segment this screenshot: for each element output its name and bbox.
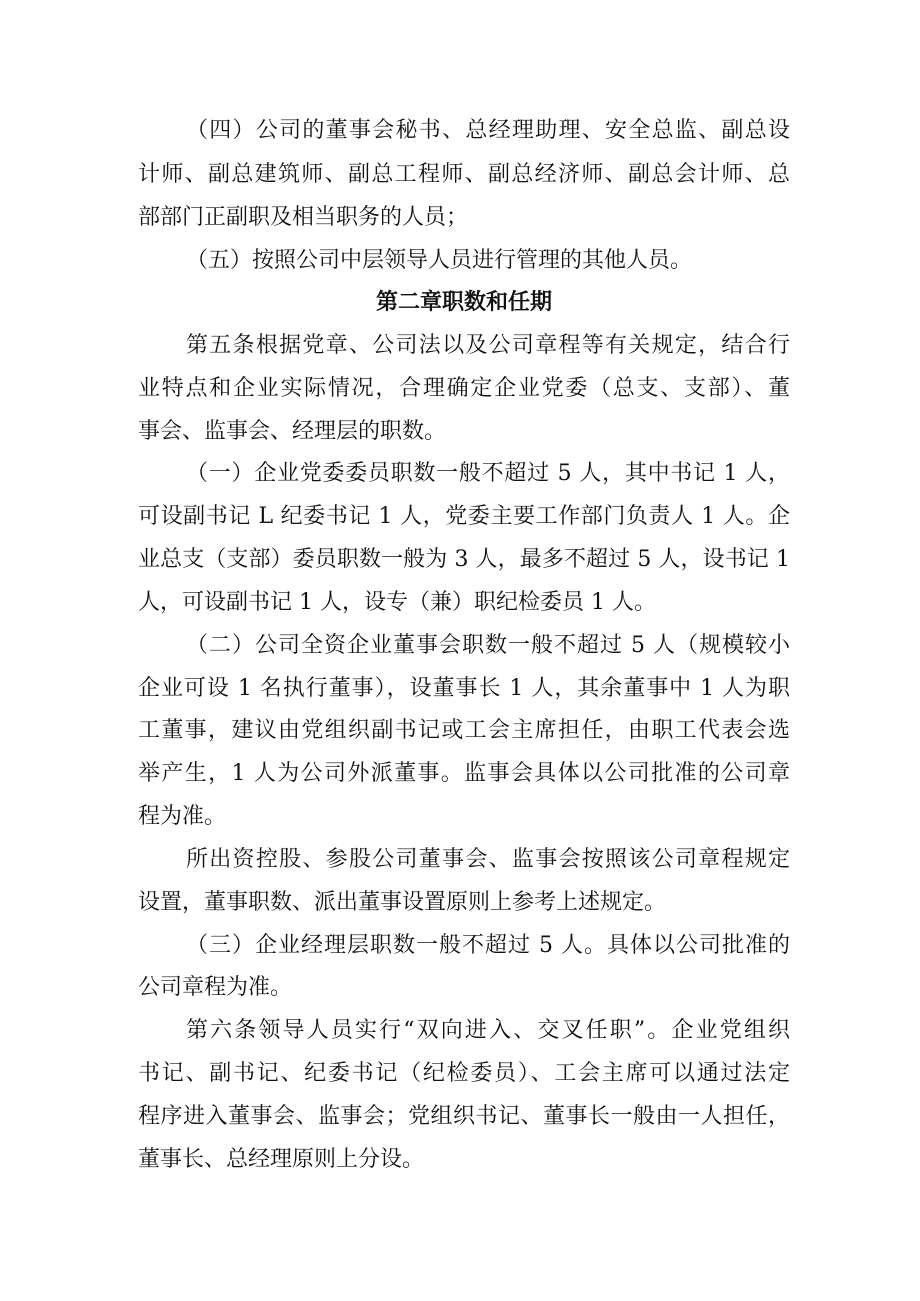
item-4-line-3: 部部门正副职及相当职务的人员； <box>138 205 469 230</box>
article-5-item-1-line-3: 业总支（支部）委员职数一般为 3 人，最多不超过 5 人，设书记 1 <box>138 547 790 572</box>
article-5-line-2: 业特点和企业实际情况，合理确定企业党委（总支、支部）、董 <box>138 376 790 401</box>
item-5-line-1: （五）按照公司中层领导人员进行管理的其他人员。 <box>186 248 693 273</box>
item-4-line-2: 计师、副总建筑师、副总工程师、副总经济师、副总会计师、总 <box>138 162 790 187</box>
article-5-item-1-line-4: 人，可设副书记 1 人，设专（兼）职纪检委员 1 人。 <box>138 590 656 615</box>
article-5-item-2-line-4: 举产生，1 人为公司外派董事。监事会具体以公司批准的公司章 <box>138 761 790 786</box>
article-5-item-3-line-2: 公司章程为准。 <box>138 975 293 1000</box>
article-5-item-3-line-1: （三）企业经理层职数一般不超过 5 人。具体以公司批准的 <box>186 933 790 958</box>
article-6-line-2: 书记、副书记、纪委书记（纪检委员）、工会主席可以通过法定 <box>138 1061 790 1086</box>
article-5-item-2-line-5: 程为准。 <box>138 804 227 829</box>
article-5-item-2-line-2: 企业可设 1 名执行董事），设董事长 1 人，其余董事中 1 人为职 <box>138 676 790 701</box>
article-5-line-1: 第五条根据党章、公司法以及公司章程等有关规定，结合行 <box>186 333 790 358</box>
article-5-note-line-1: 所出资控股、参股公司董事会、监事会按照该公司章程规定 <box>186 847 790 872</box>
article-5-item-1-line-1: （一）企业党委委员职数一般不超过 5 人，其中书记 1 人， <box>186 461 790 486</box>
article-6-line-1: 第六条领导人员实行“双向进入、交叉任职”。企业党组织 <box>186 1018 790 1043</box>
item-4-line-1: （四）公司的董事会秘书、总经理助理、安全总监、副总设 <box>186 118 790 143</box>
article-5-note-line-2: 设置，董事职数、派出董事设置原则上参考上述规定。 <box>138 890 667 915</box>
article-6-line-3: 程序进入董事会、监事会；党组织书记、董事长一般由一人担任， <box>138 1104 790 1129</box>
article-5-item-2-line-3: 工董事，建议由党组织副书记或工会主席担任，由职工代表会选 <box>138 718 790 743</box>
article-6-line-4: 董事长、总经理原则上分设。 <box>138 1147 425 1172</box>
chapter-heading: 第二章职数和任期 <box>375 290 552 315</box>
article-5-item-2-line-1: （二）公司全资企业董事会职数一般不超过 5 人（规模较小 <box>186 633 790 658</box>
article-5-item-1-line-2: 可设副书记 L 纪委书记 1 人，党委主要工作部门负责人 1 人。企 <box>138 504 790 529</box>
article-5-line-3: 事会、监事会、经理层的职数。 <box>138 419 447 444</box>
